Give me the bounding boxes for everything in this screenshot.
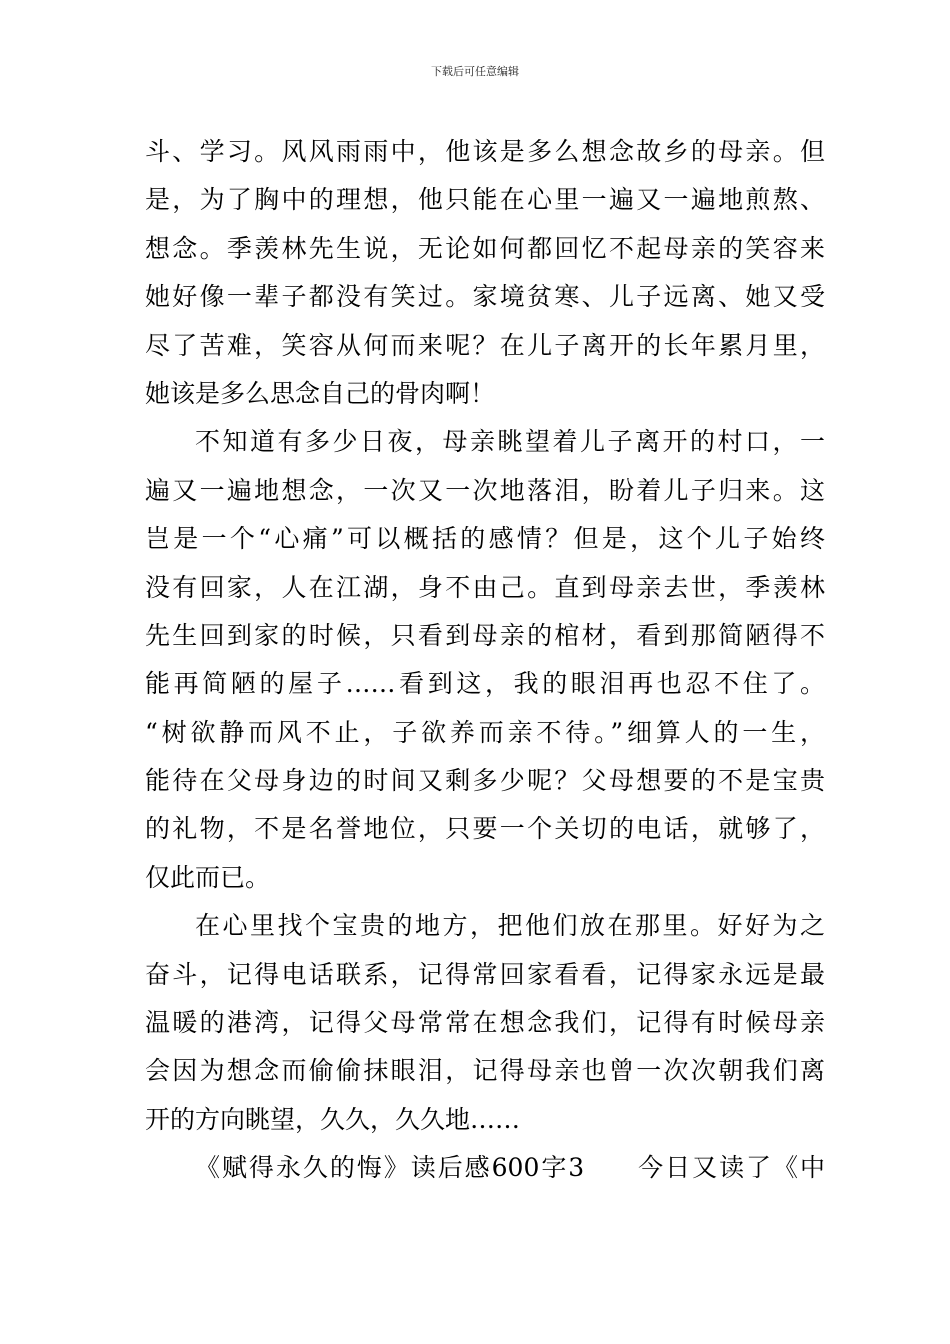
text-line: 不知道有多少日夜，母亲眺望着儿子离开的村口，一 <box>195 427 825 457</box>
text-line: 她好像一辈子都没有笑过。家境贫寒、儿子远离、她又受 <box>145 282 825 312</box>
text-line: 岂是一个“心痛”可以概括的感情？但是，这个儿子始终 <box>145 524 825 554</box>
text-line: 她该是多么思念自己的骨肉啊！ <box>145 378 496 408</box>
text-line: 能待在父母身边的时间又剩多少呢？父母想要的不是宝贵 <box>145 766 825 796</box>
text-line: 开的方向眺望，久久，久久地…… <box>145 1104 521 1134</box>
text-line: 遍又一遍地想念，一次又一次地落泪，盼着儿子归来。这 <box>145 475 825 505</box>
text-line: 能再简陋的屋子……看到这，我的眼泪再也忍不住了。 <box>145 669 825 699</box>
text-line: 想念。季羡林先生说，无论如何都回忆不起母亲的笑容来 <box>145 233 825 263</box>
next-article-line <box>145 1144 825 1192</box>
text-line: 温暖的港湾，记得父母常常在想念我们，记得有时候母亲 <box>145 1008 825 1038</box>
next-article-title: 《赋得永久的悔》读后感600字3 <box>195 1153 585 1183</box>
text-line: “树欲静而风不止，子欲养而亲不待。”细算人的一生， <box>145 717 825 747</box>
text-line: 斗、学习。风风雨雨中，他该是多么想念故乡的母亲。但 <box>145 137 825 166</box>
next-article-opening: 今日又读了《中 <box>636 1153 825 1183</box>
text-line: 尽了苦难，笑容从何而来呢？在儿子离开的长年累月里， <box>145 330 825 360</box>
text-line: 的礼物，不是名誉地位，只要一个关切的电话，就够了， <box>145 814 825 844</box>
text-line: 没有回家，人在江湖，身不由己。直到母亲去世，季羡林 <box>145 572 825 602</box>
text-line: 会因为想念而偷偷抹眼泪，记得母亲也曾一次次朝我们离 <box>145 1056 825 1086</box>
document-body <box>145 128 825 1193</box>
text-line: 仅此而已。 <box>145 862 271 892</box>
text-line: 是，为了胸中的理想，他只能在心里一遍又一遍地煎熬、 <box>145 185 825 215</box>
text-line: 在心里找个宝贵的地方，把他们放在那里。好好为之 <box>195 911 825 941</box>
text-line: 先生回到家的时候，只看到母亲的棺材，看到那简陋得不 <box>145 620 825 650</box>
text-line: 奋斗，记得电话联系，记得常回家看看，记得家永远是最 <box>145 959 825 989</box>
page-header: 下载后可任意编辑 <box>431 65 519 78</box>
